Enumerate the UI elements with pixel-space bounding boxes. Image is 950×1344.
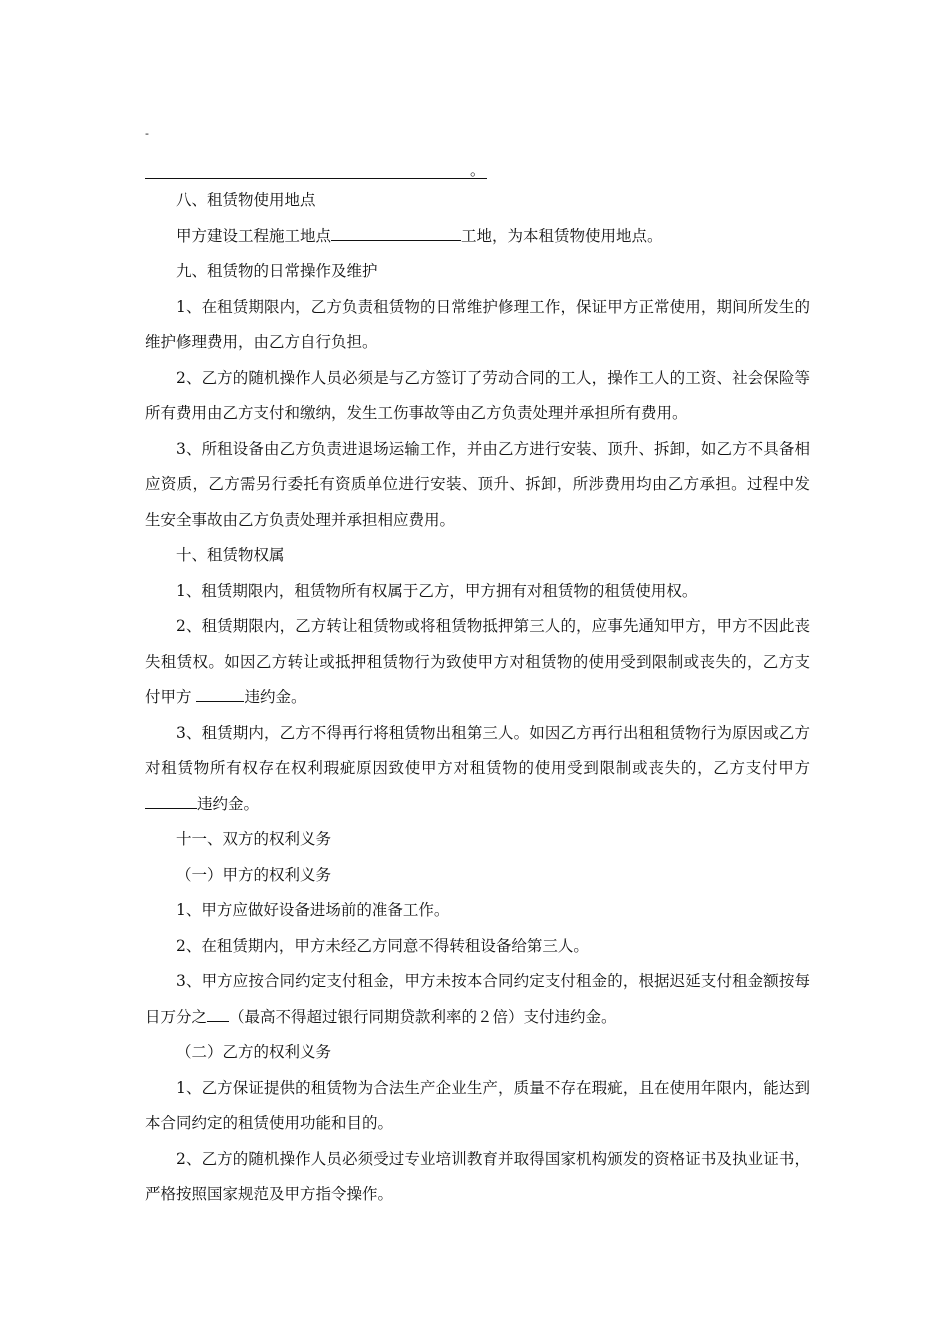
header-dash: - xyxy=(145,127,149,140)
blank-line xyxy=(145,158,487,179)
section-9-para-2: 2、乙方的随机操作人员必须是与乙方签订了劳动合同的工人，操作工人的工资、社会保险等所有费用由乙方支付和缴纳，发生工伤事故等由乙方负责处理并承担所有费用。 xyxy=(145,368,810,422)
section-10-para-3: 3、租赁期内，乙方不得再行将租赁物出租第三人。如因乙方再行出租租赁物行为原因或乙方对租赁物所有权存在权利瑕疵原因致使甲方对租赁物的使用受到限制或丧失的，乙方支付甲方违约金。 xyxy=(145,723,810,813)
blank-field xyxy=(145,793,197,809)
section-8-para-1: 甲方建设工程施工地点 工地，为本租赁物使用地点。 xyxy=(176,226,663,245)
section-9-title: 九、租赁物的日常操作及维护 xyxy=(176,262,378,280)
section-11-sub-2: （二）乙方的权利义务 xyxy=(176,1043,332,1061)
section-11-a1: 1、甲方应做好设备进场前的准备工作。 xyxy=(176,901,450,919)
section-11-b2: 2、乙方的随机操作人员必须受过专业培训教育并取得国家机构颁发的资格证书及执业证书，严格按照国家规范及甲方指令操作。 xyxy=(145,1149,810,1203)
section-10-para-2: 2、租赁期限内，乙方转让租赁物或将租赁物抵押第三人的，应事先通知甲方，甲方不因此丧失租赁权。如因乙方转让或抵押租赁物行为致使甲方对租赁物的使用受到限制或丧失的，乙方支付甲方 违约金。 xyxy=(145,617,810,706)
section-8-title: 八、租赁物使用地点 xyxy=(176,191,316,209)
section-11-a3: 3、甲方应按合同约定支付租金，甲方未按本合同约定支付租金的，根据迟延支付租金额按每日万分之 （最高不得超过银行同期贷款利率的２倍）支付违约金。 xyxy=(145,972,810,1026)
section-9-para-1: 1、在租赁期限内，乙方负责租赁物的日常维护修理工作，保证甲方正常使用，期间所发生的维护修理费用，由乙方自行负担。 xyxy=(145,297,810,351)
blank-field xyxy=(331,225,461,241)
blank-field xyxy=(196,686,244,702)
document-body xyxy=(145,183,810,1213)
section-9-para-3: 3、所租设备由乙方负责进退场运输工作，并由乙方进行安装、顶升、拆卸，如乙方不具备相应资质，乙方需另行委托有资质单位进行安装、顶升、拆卸，所涉费用均由乙方承担。过程中发生安全事故由乙方负责处理并承担相应费用。 xyxy=(145,439,810,529)
section-11-a2: 2、在租赁期内，甲方未经乙方同意不得转租设备给第三人。 xyxy=(176,936,589,955)
section-10-para-1: 1、租赁期限内，租赁物所有权属于乙方，甲方拥有对租赁物的租赁使用权。 xyxy=(176,581,698,600)
section-11-title: 十一、双方的权利义务 xyxy=(176,830,332,848)
section-10-title: 十、租赁物权属 xyxy=(176,546,285,564)
section-11-b1: 1、乙方保证提供的租赁物为合法生产企业生产，质量不存在瑕疵，且在使用年限内，能达到本合同约定的租赁使用功能和目的。 xyxy=(145,1078,810,1132)
blank-field xyxy=(207,1006,229,1022)
line-end-mark: 。 xyxy=(469,161,485,179)
section-11-sub-1: （一）甲方的权利义务 xyxy=(176,865,332,884)
